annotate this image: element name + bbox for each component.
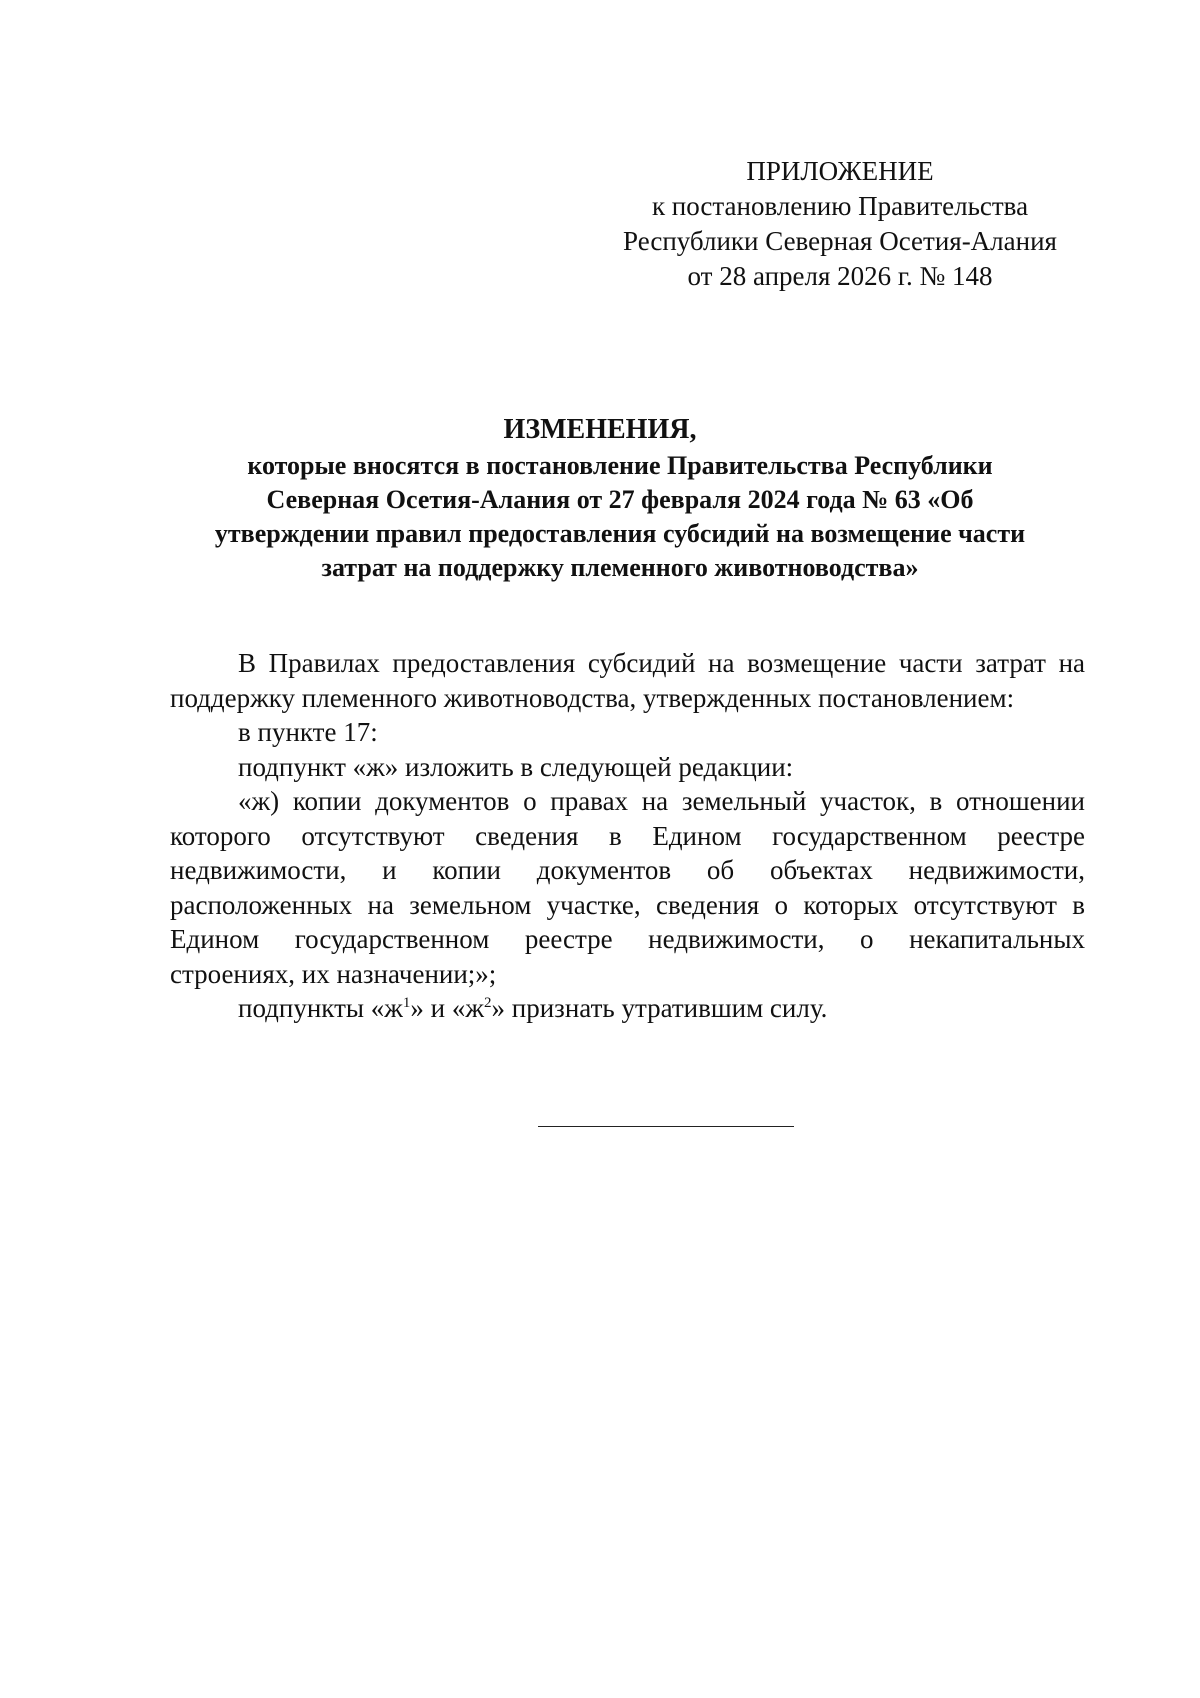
quote-line: которого отсутствуют сведения в Едином государственном реестре: [170, 820, 1085, 851]
point-line: в пункте 17:: [238, 717, 378, 747]
subtitle-line: затрат на поддержку племенного животноводства»: [321, 553, 919, 582]
intro-line: поддержку племенного животноводства, утвержденных постановлением:: [170, 682, 1015, 713]
appendix-header: [590, 154, 1090, 294]
quote-line: недвижимости, и копии документов об объектах недвижимости,: [170, 855, 1085, 885]
repeal-text: подпункты «ж: [238, 993, 403, 1023]
appendix-line-republic: Республики Северная Осетия-Алания: [623, 226, 1057, 256]
repeal-text: » и «ж: [410, 993, 485, 1023]
appendix-line-date: от 28 апреля 2026 г. № 148: [687, 261, 993, 291]
superscript: 2: [484, 995, 492, 1011]
superscript: 1: [402, 995, 411, 1011]
subtitle-line: Северная Осетия-Алания от 27 февраля 2024 года № 63 «Об: [266, 485, 974, 514]
quote-line: «ж) копии документов о правах на земельный участок, в отношении: [238, 786, 1085, 816]
repeal-text: » признать утратившим силу.: [491, 993, 828, 1023]
subtitle-line: утверждении правил предоставления субсидий на возмещение части: [214, 519, 1026, 548]
document-body: [170, 646, 1085, 1026]
subpoint-intro: подпункт «ж» изложить в следующей редакции:: [238, 751, 794, 782]
quote-line: расположенных на земельном участке, сведения о которых отсутствуют в: [170, 889, 1085, 920]
appendix-line-decree: к постановлению Правительства: [651, 191, 1029, 221]
document-heading: ИЗМЕНЕНИЯ,: [503, 414, 697, 445]
intro-line: В Правилах предоставления субсидий на возмещение части затрат на: [238, 648, 1085, 678]
closing-separator-line: [538, 1126, 794, 1127]
quote-line: строениях, их назначении;»;: [170, 958, 497, 989]
repeal-line: [170, 991, 1085, 1026]
subtitle-line: которые вносятся в постановление Правительства Республики: [247, 451, 993, 480]
appendix-title: ПРИЛОЖЕНИЕ: [746, 156, 934, 186]
document-subtitle: [170, 449, 1070, 585]
quote-line: Едином государственном реестре недвижимости, о некапитальных: [170, 924, 1085, 954]
